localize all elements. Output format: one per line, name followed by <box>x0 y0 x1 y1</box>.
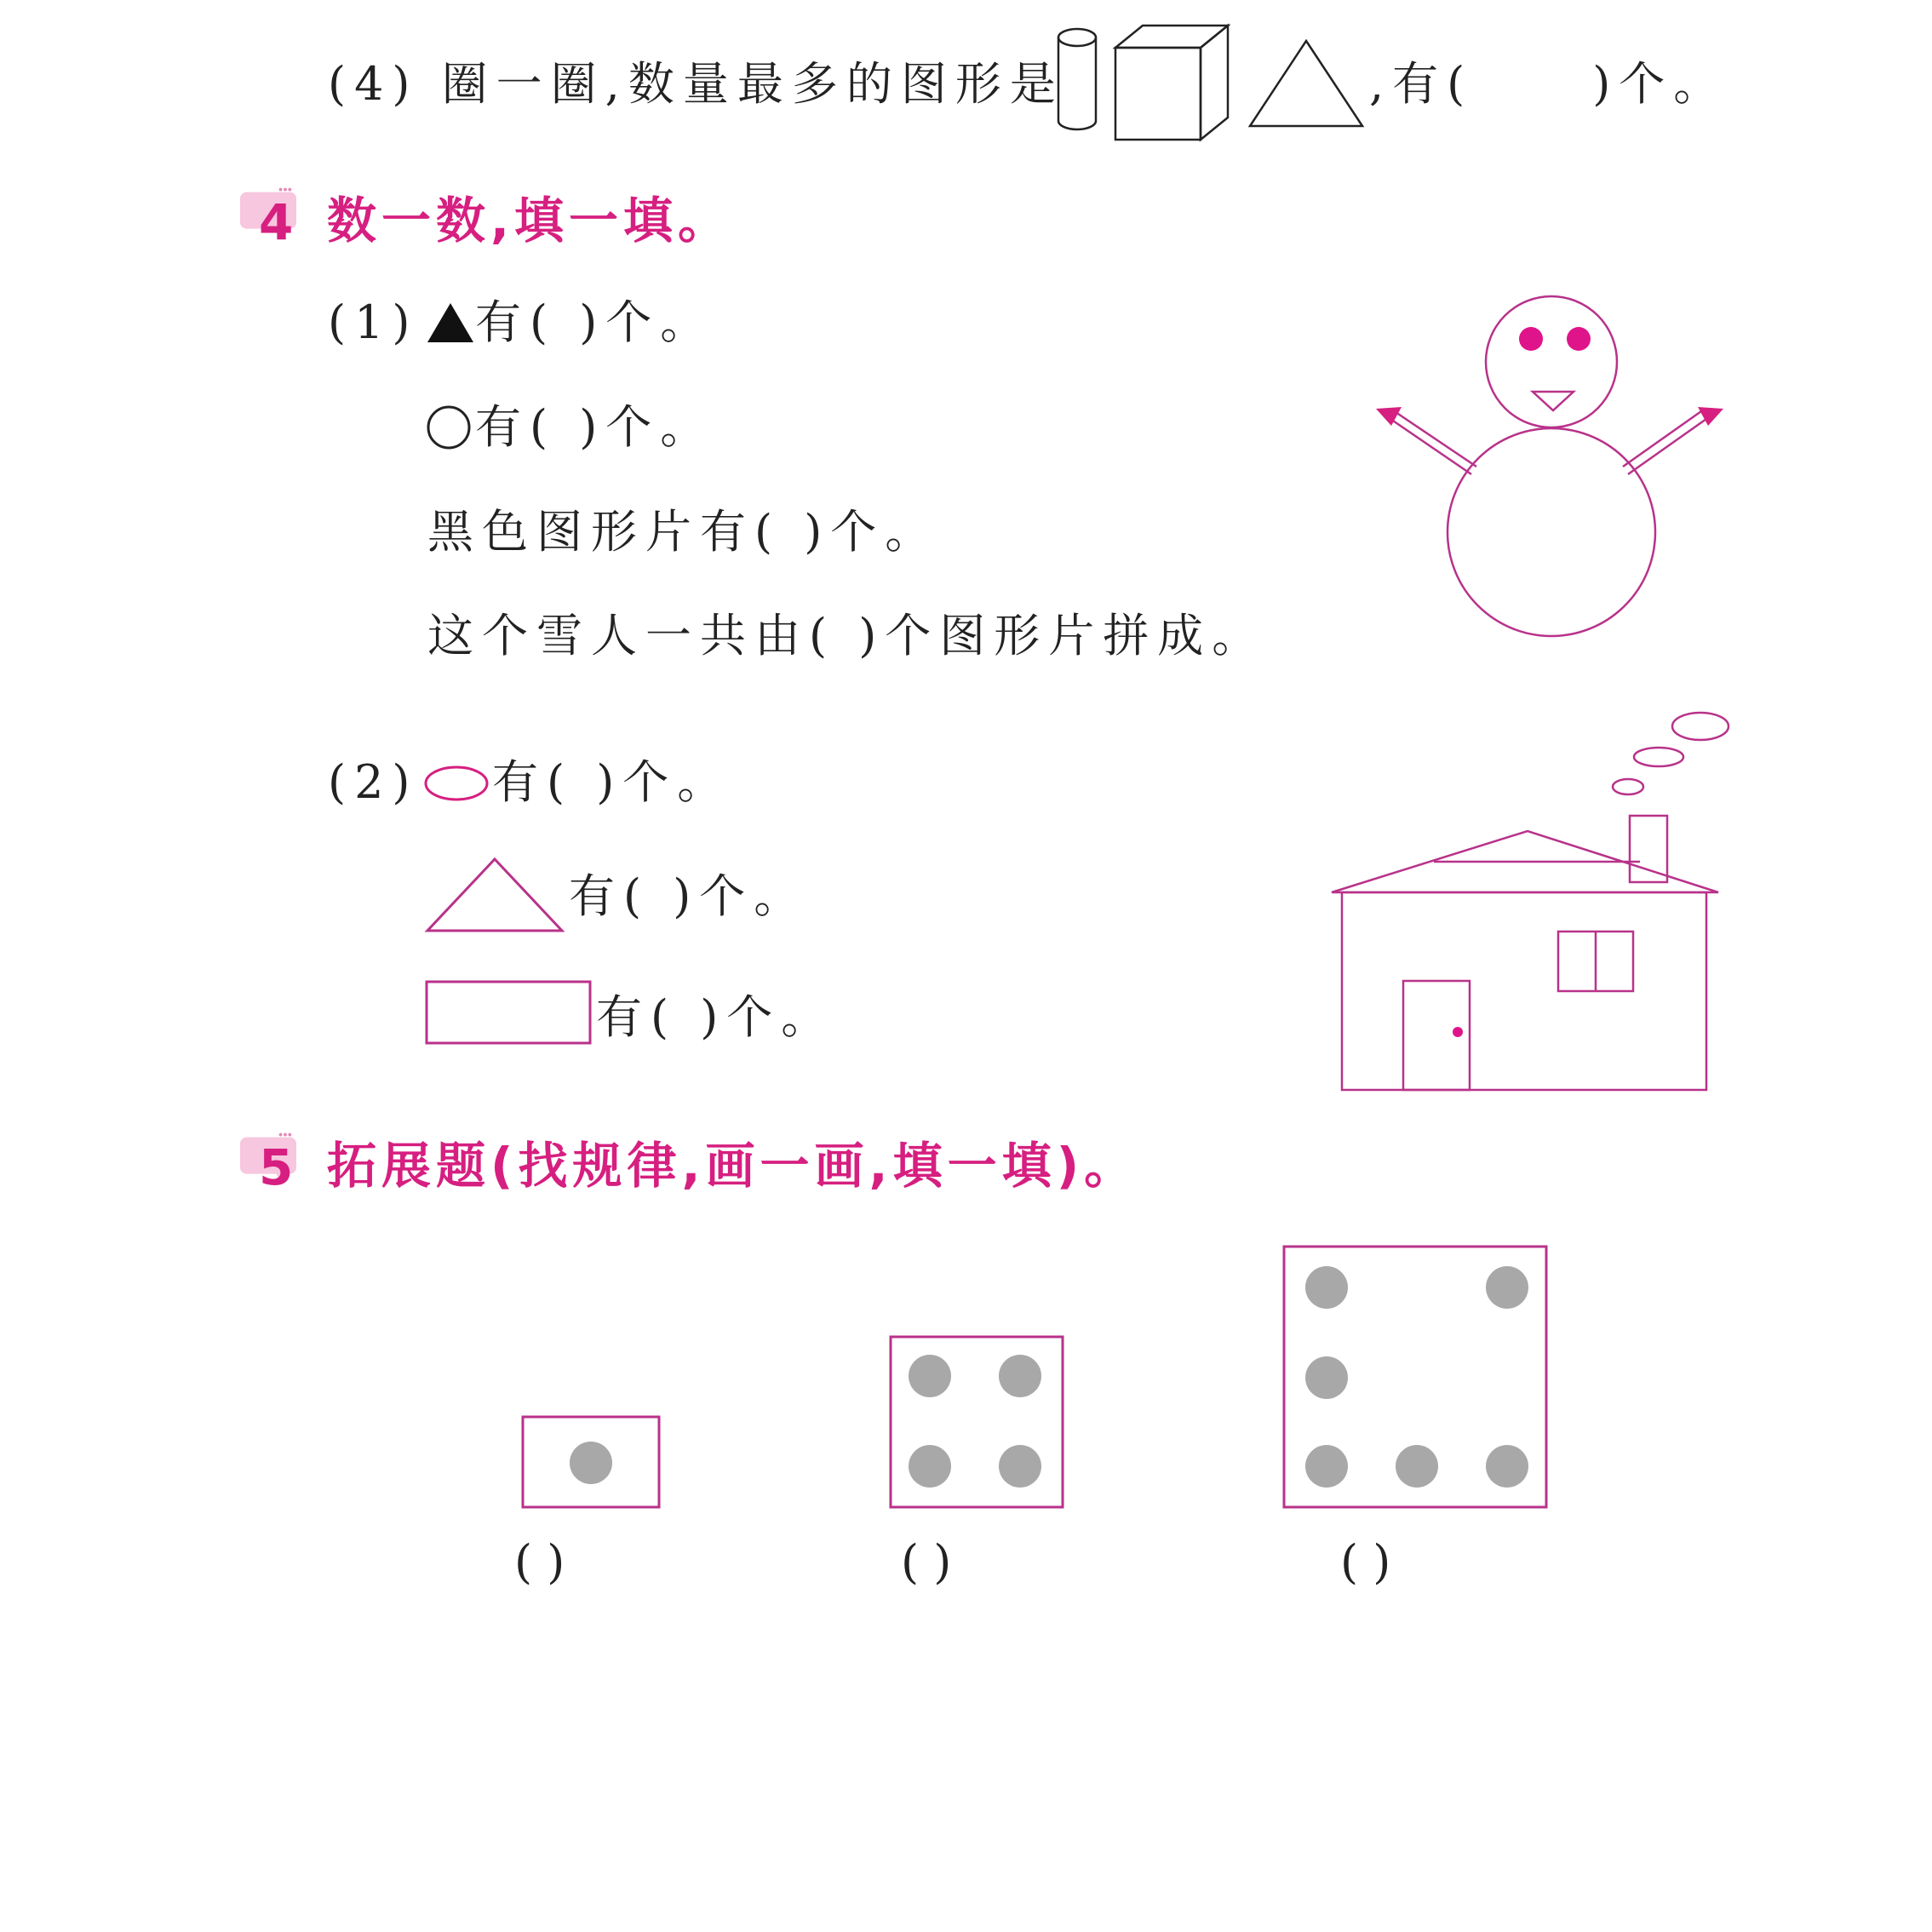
dot <box>999 1445 1041 1488</box>
question-4-title: 数一数,填一填。 <box>327 192 733 249</box>
dot <box>909 1445 951 1488</box>
dot <box>909 1355 951 1397</box>
dot <box>999 1355 1041 1397</box>
q4-part2-triangle-text: 有( )个。 <box>569 869 809 923</box>
answer-blank-3[interactable]: ( ) <box>1340 1535 1391 1589</box>
cube-icon <box>1112 24 1240 143</box>
snowman-figure <box>1362 290 1746 647</box>
answer-blank-2[interactable]: ( ) <box>901 1535 952 1589</box>
q3-4-suffix-a: ,有( <box>1369 57 1474 111</box>
q4-part2-oval-row <box>424 755 732 809</box>
q4-part1-circle-row <box>426 400 715 454</box>
question-5-title: 拓展题(找规律,画一画,填一填)。 <box>327 1137 1139 1195</box>
dot <box>1486 1266 1528 1309</box>
question-4-number: 4 <box>259 193 299 251</box>
question-5-number: 5 <box>259 1138 299 1196</box>
oval-icon <box>424 763 492 804</box>
triangle-outline-icon <box>1247 37 1366 131</box>
q4-part2-oval-text: 有( )个。 <box>492 755 732 809</box>
q4-part1-black-text: 黑色图形片有( )个。 <box>427 505 940 559</box>
pink-triangle-icon <box>424 856 569 937</box>
q4-part2-rect-text: 有( )个。 <box>596 990 836 1044</box>
q4-part1-triangle-row <box>426 295 715 349</box>
house-figure <box>1328 707 1737 1098</box>
answer-blank-1[interactable]: ( ) <box>514 1535 565 1589</box>
q4-part1-circle-text: 有( )个。 <box>475 400 715 454</box>
dot <box>1486 1445 1528 1488</box>
cylinder-icon <box>1054 26 1105 140</box>
dot <box>1396 1445 1438 1488</box>
circle-outline-icon <box>426 404 475 450</box>
q3-4-suffix-b: )个。 <box>1592 57 1728 111</box>
pattern-box-1 <box>521 1415 662 1511</box>
dot <box>1305 1266 1348 1309</box>
dot <box>570 1442 612 1484</box>
q3-4-prefix: (4) 圈一圈,数量最多的图形是 <box>328 57 1064 111</box>
q4-part1-total-text: 这个雪人一共由( )个图形片拼成。 <box>427 609 1267 662</box>
pattern-box-3 <box>1282 1245 1550 1511</box>
q4-part1-label: (1) <box>328 295 419 349</box>
q4-part2-label: (2) <box>328 755 419 809</box>
solid-triangle-icon <box>426 301 475 344</box>
dot <box>1305 1356 1348 1399</box>
q4-part1-triangle-text: 有( )个。 <box>475 295 715 349</box>
dot <box>1305 1445 1348 1488</box>
pattern-box-2 <box>889 1335 1066 1511</box>
pink-rectangle-icon <box>424 979 594 1047</box>
q3-4-suffix <box>1369 57 1728 111</box>
